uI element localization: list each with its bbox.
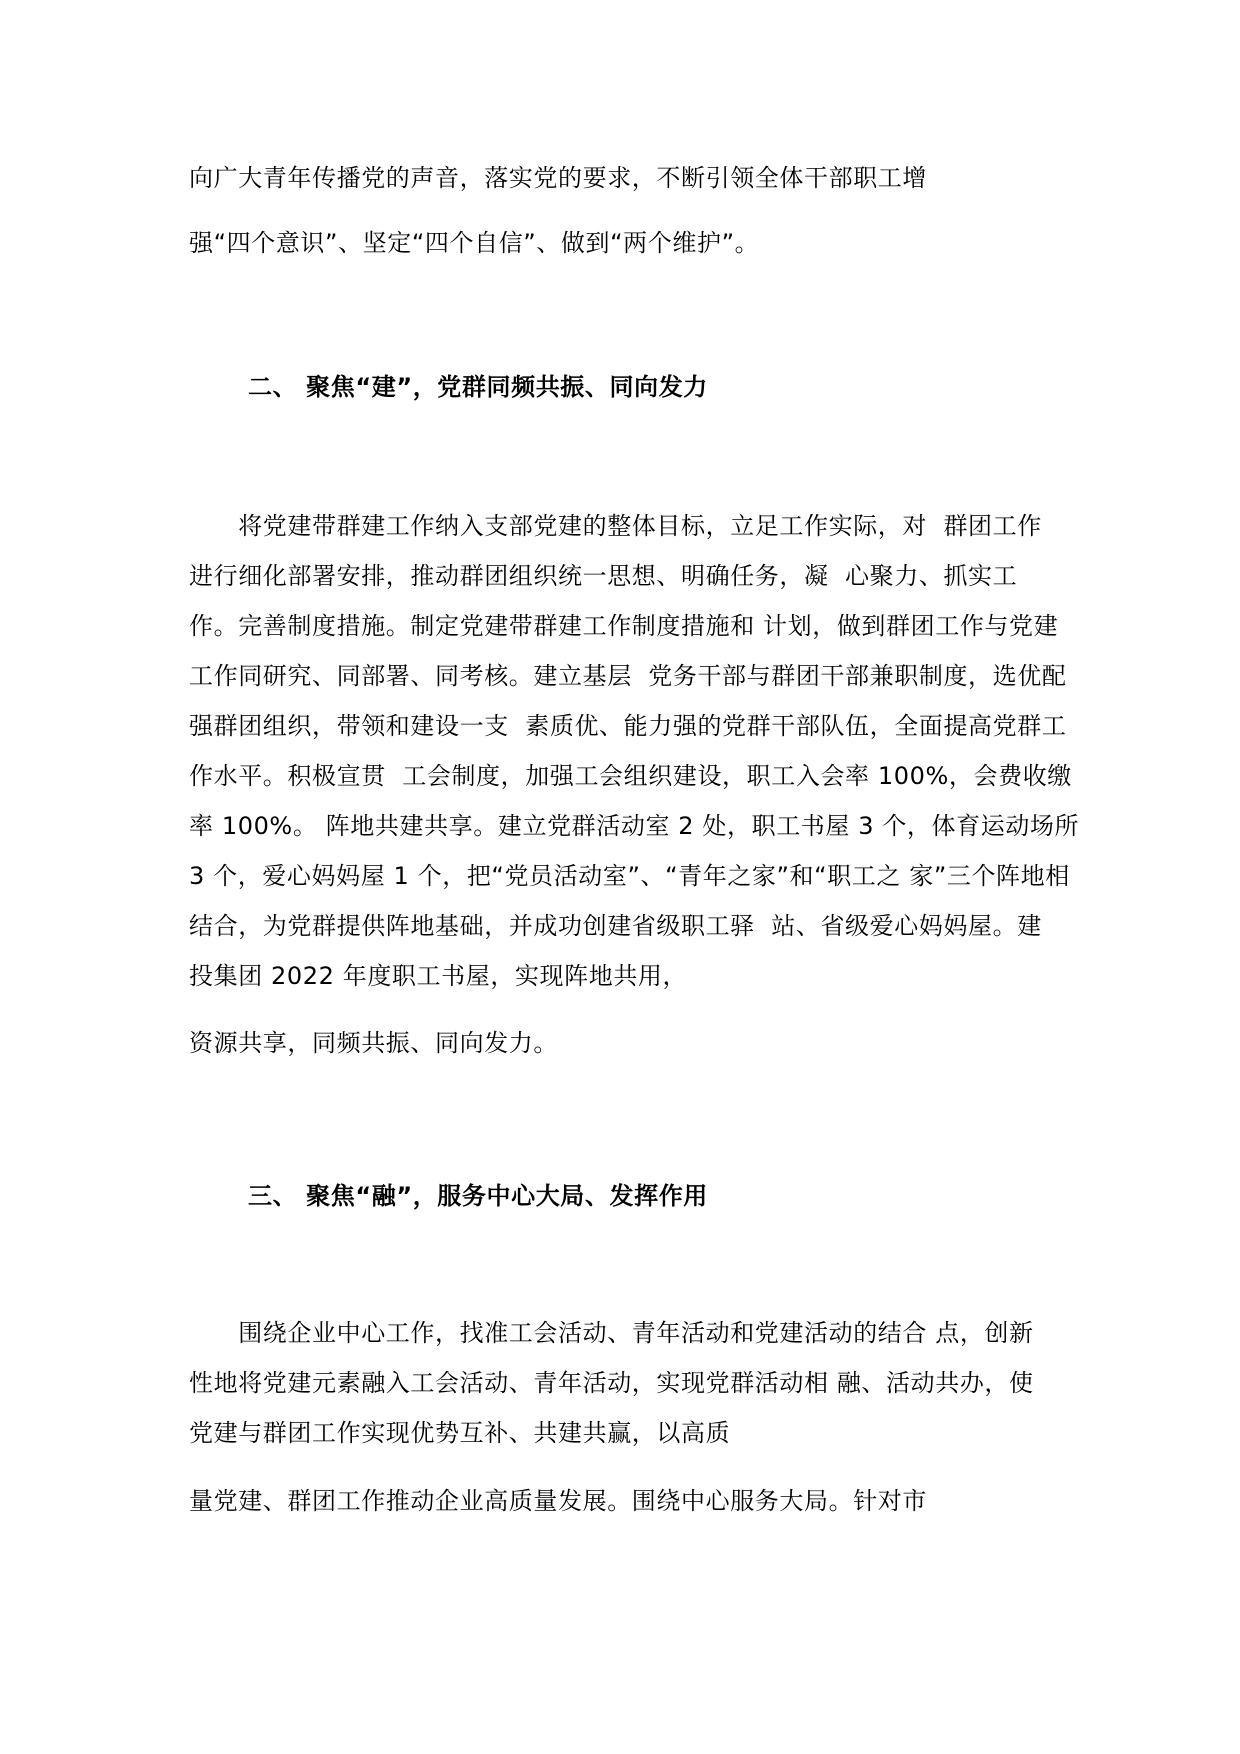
paragraph-line: 进行细化部署安排，推动群团组织统一思想、明确任务，凝 心聚力、抓实工	[189, 562, 1018, 590]
paragraph-line: 作水平。积极宣贯 工会制度，加强工会组织建设，职工入会率 100%，会费收缴	[189, 762, 1072, 790]
paragraph-line: 围绕企业中心工作，找准工会活动、青年活动和党建活动的结合 点，创新	[189, 1319, 1034, 1347]
paragraph-line: 强群团组织，带领和建设一支 素质优、能力强的党群干部队伍，全面提高党群工	[189, 712, 1067, 740]
paragraph-line: 3 个，爱心妈妈屋 1 个，把“党员活动室”、“青年之家”和“职工之 家”三个阵地相	[189, 862, 1070, 890]
paragraph-line: 党建与群团工作实现优势互补、共建共赢，以高质	[189, 1419, 731, 1447]
paragraph-line: 向广大青年传播党的声音，落实党的要求，不断引领全体干部职工增	[189, 164, 927, 192]
paragraph-line: 资源共享，同频共振、同向发力。	[189, 1029, 558, 1057]
paragraph-line: 工作同研究、同部署、同考核。建立基层 党务干部与群团干部兼职制度，选优配	[189, 662, 1067, 690]
paragraph-line: 投集团 2022 年度职工书屋，实现阵地共用，	[189, 962, 688, 990]
paragraph-line: 性地将党建元素融入工会活动、青年活动，实现党群活动相 融、活动共办，使	[189, 1369, 1034, 1397]
paragraph-line: 结合，为党群提供阵地基础，并成功创建省级职工驿 站、省级爱心妈妈屋。建	[189, 912, 1042, 940]
paragraph-line: 将党建带群建工作纳入支部党建的整体目标，立足工作实际，对 群团工作	[189, 512, 1042, 540]
paragraph-line: 作。完善制度措施。制定党建带群建工作制度措施和 计划，做到群团工作与党建	[189, 612, 1059, 640]
section-heading: 三、 聚焦“融”，服务中心大局、发挥作用	[248, 1182, 708, 1210]
section-heading: 二、 聚焦“建”，党群同频共振、同向发力	[248, 373, 708, 401]
paragraph-line: 强“四个意识”、坚定“四个自信”、做到“两个维护”。	[189, 229, 760, 257]
paragraph-line: 率 100%。 阵地共建共享。建立党群活动室 2 处，职工书屋 3 个，体育运动场所	[189, 812, 1080, 840]
paragraph-line: 量党建、群团工作推动企业高质量发展。围绕中心服务大局。针对市	[189, 1487, 927, 1515]
